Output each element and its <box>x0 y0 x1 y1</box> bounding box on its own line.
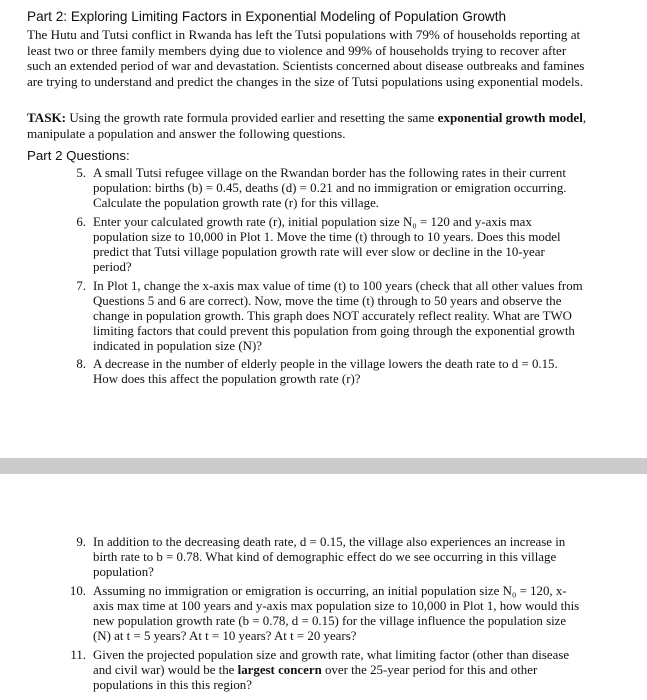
question-number: 8. <box>76 357 86 371</box>
section-title: Part 2: Exploring Limiting Factors in Exponential Modeling of Population Growth <box>27 9 507 24</box>
intro-paragraph: The Hutu and Tutsi conflict in Rwanda has left the Tutsi populations with 79% of households reporting at least two or three family members dying due to violence and 99% of households trying to recover after such an extended period of war and devastation. Scientists concerned about disease outbreaks and famines are trying to understand and predict the changes in the size of Tutsi populations using exponential models. <box>27 27 585 89</box>
question-number: 7. <box>76 279 86 293</box>
question-text: Enter your calculated growth rate (r), initial population size N₀ = 120 and y-axis max population size to 10,000 in Plot 1. Move the time (t) through to 10 years. Does this model predict that Tutsi village population growth rate will ever slow or decline in the 10-year period? <box>93 215 561 275</box>
question-text: A decrease in the number of elderly people in the village lowers the death rate to d = 0.15. How does this affect the population growth rate (r)? <box>93 357 558 387</box>
task-paragraph <box>27 110 592 141</box>
question-text: Assuming no immigration or emigration is occurring, an initial population size N₀ = 120, x-axis max time at 100 years and y-axis max population size to 10,000 in Plot 1, how would this new population growth rate (b = 0.78, d = 0.15) for the village influence the population size (N) at t = 5 years? At t = 10 years? At t = 20 years? <box>93 584 580 644</box>
question-number: 5. <box>76 166 86 180</box>
question-text-before: Given the projected population size and growth rate, what limiting factor (other than disease and civil war) would be the <box>93 648 570 678</box>
question-text: In Plot 1, change the x-axis max value of time (t) to 100 years (check that all other values from Questions 5 and 6 are correct). Now, move the time (t) through to 50 years and observe the change in population growth. This graph does NOT accurately reflect reality. What are TWO limiting factors that could prevent this population from going through the exponential growth indicated in population size (N)? <box>93 279 583 354</box>
question-bold-phrase: largest concern <box>237 663 322 678</box>
task-bold-phrase: exponential growth model <box>437 110 583 125</box>
question-number: 11. <box>70 648 86 662</box>
question-text: A small Tutsi refugee village on the Rwandan border has the following rates in their current population: births (b) = 0.45, deaths (d) = 0.21 and no immigration or emigration occurring. Calculate the population growth rate (r) for this village. <box>93 166 567 211</box>
task-label: TASK: <box>27 110 67 125</box>
question-text-after: over the 25-year period for this and other populations in this this region? <box>93 663 538 693</box>
page-divider <box>0 458 647 474</box>
question-text: In addition to the decreasing death rate, d = 0.15, the village also experiences an increase in birth rate to b = 0.78. What kind of demographic effect do we see occurring in this village population? <box>93 535 566 580</box>
question-number: 10. <box>69 584 86 598</box>
task-text-after: , manipulate a population and answer the following questions. <box>27 110 587 141</box>
question-text <box>93 648 585 693</box>
questions-heading: Part 2 Questions: <box>27 148 130 163</box>
question-number: 6. <box>76 215 86 229</box>
question-number: 9. <box>76 535 86 549</box>
task-text-before: Using the growth rate formula provided earlier and resetting the same <box>66 110 438 125</box>
